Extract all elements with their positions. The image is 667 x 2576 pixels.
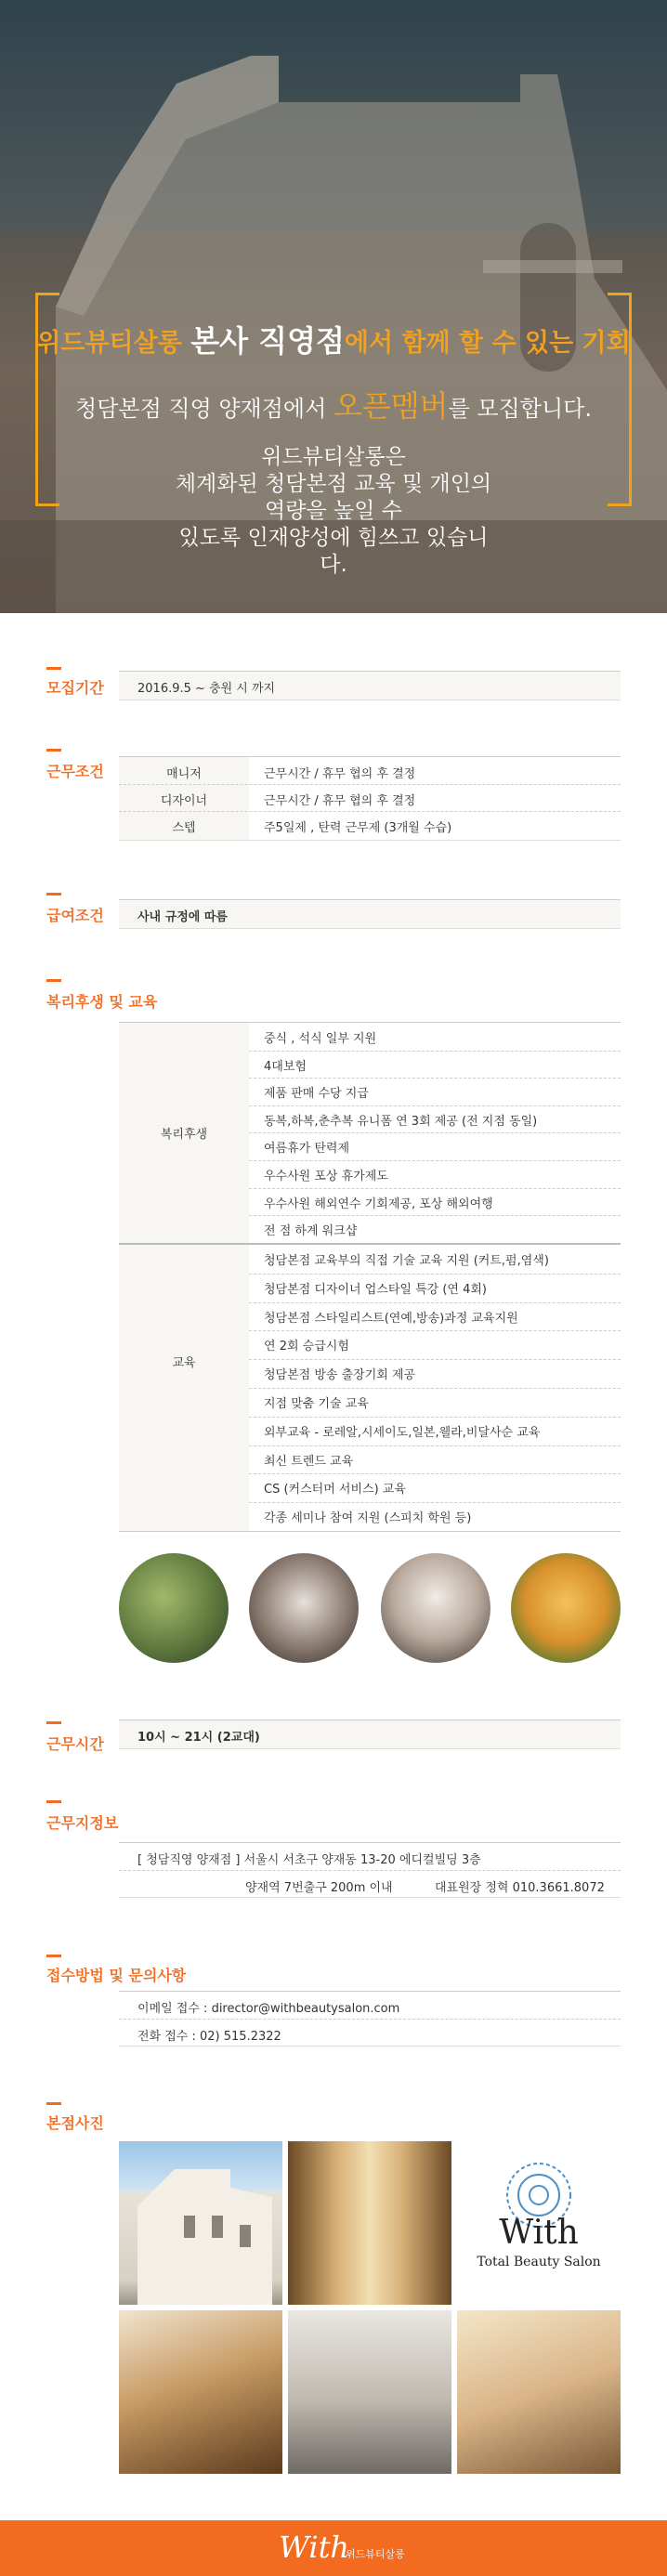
- section-title-recruit-period: 모집기간: [46, 679, 104, 697]
- hero-desc-line2: 체계화된 청담본점 교육 및 개인의 역량을 높일 수: [175, 472, 492, 523]
- list-item: 각종 세미나 참여 지원 (스피치 학원 등): [264, 1511, 472, 1526]
- section-title-benefits: 복리후생 및 교육: [46, 993, 158, 1011]
- hero-subtitle-highlight: 오픈멤버: [333, 388, 449, 424]
- section-marker: [46, 1721, 61, 1724]
- hero-banner: [0, 0, 667, 613]
- conditions-bottom-line: [119, 840, 621, 841]
- hours-value: 10시 ~ 21시 (2교대): [137, 1731, 260, 1745]
- location-address: [ 청담직영 양재점 ] 서울시 서초구 양재동 13-20 에디컬빌딩 3층: [137, 1853, 481, 1867]
- section-title-conditions: 근무조건: [46, 763, 104, 780]
- section-title-hours: 근무시간: [46, 1735, 104, 1753]
- condition-role-manager: 매니저: [166, 767, 202, 781]
- row-divider: [249, 1330, 621, 1331]
- list-item: 전 점 하계 워크샵: [264, 1224, 358, 1239]
- list-item: 우수사원 포상 휴가제도: [264, 1170, 388, 1183]
- section-marker: [46, 979, 61, 982]
- contact-top-line: [119, 1991, 621, 1992]
- photo-styling-class: [381, 1553, 490, 1663]
- row-divider: [249, 1132, 621, 1133]
- photo-hair-education: [249, 1553, 359, 1663]
- logo-subtitle: Total Beauty Salon: [477, 2255, 601, 2269]
- list-item: 청담본점 교육부의 직접 기술 교육 지원 (커트,펌,염색): [264, 1254, 549, 1268]
- hero-desc-line3: 있도록 인재양성에 힘쓰고 있습니다.: [178, 526, 489, 577]
- footer-logo-small: 위드뷰티살롱: [346, 2548, 405, 2560]
- hero-desc-line1: 위드뷰티살롱은: [261, 445, 406, 469]
- row-divider: [249, 1417, 621, 1418]
- logo-word: With: [499, 2214, 579, 2252]
- list-item: 최신 트렌드 교육: [264, 1454, 354, 1469]
- location-director-contact: 대표원장 정혁 010.3661.8072: [435, 1881, 605, 1895]
- location-bottom-line: [119, 1897, 621, 1898]
- section-title-salary: 급여조건: [46, 907, 104, 924]
- condition-role-designer: 디자이너: [160, 794, 208, 808]
- row-divider: [249, 1302, 621, 1303]
- list-item: 우수사원 해외연수 기회제공, 포상 해외여행: [264, 1196, 493, 1211]
- row-divider: [249, 1078, 621, 1079]
- salon-logo-tile: [457, 2141, 621, 2305]
- benefits-bottom-line: [119, 1531, 621, 1532]
- list-item: 청담본점 방송 출장기회 제공: [264, 1368, 416, 1383]
- condition-value-designer: 근무시간 / 휴무 협의 후 결정: [264, 794, 416, 808]
- list-item: 중식 , 석식 일부 지원: [264, 1032, 377, 1046]
- row-divider: [249, 1051, 621, 1052]
- row-divider: [249, 1473, 621, 1474]
- list-item: 외부교육 - 로레알,시세이도,일본,웰라,비달사순 교육: [264, 1425, 541, 1440]
- list-item: 청담본점 스타일리스트(연예,방송)과정 교육지원: [264, 1311, 518, 1326]
- salon-building-shape: [119, 2141, 282, 2305]
- list-item: 지점 맞춤 기술 교육: [264, 1397, 369, 1411]
- contact-email[interactable]: 이메일 접수 : director@withbeautysalon.com: [137, 2002, 400, 2016]
- row-divider: [249, 1274, 621, 1275]
- list-item: 동복,하복,춘추복 유니폼 연 3회 제공 (전 지점 동일): [264, 1114, 538, 1129]
- section-marker: [46, 893, 61, 896]
- condition-role-staff: 스텝: [172, 821, 196, 835]
- list-item: CS (커스터머 서비스) 교육: [264, 1483, 406, 1497]
- condition-value-staff: 주5일제 , 탄력 근무제 (3개월 수습): [264, 821, 452, 835]
- list-item: 4대보험: [264, 1059, 307, 1074]
- photo-salon-wash-area: [288, 2310, 451, 2474]
- section-title-photos: 본점사진: [46, 2114, 104, 2132]
- hero-description: [167, 444, 500, 579]
- location-top-line: [119, 1842, 621, 1843]
- photo-workshop-outdoor: [119, 1553, 229, 1663]
- section-title-contact: 접수방법 및 문의사항: [46, 1967, 187, 1984]
- row-divider: [119, 1870, 621, 1871]
- row-divider: [119, 811, 621, 812]
- list-item: 청담본점 디자이너 업스타일 특강 (연 4회): [264, 1282, 488, 1297]
- recruit-period-value: 2016.9.5 ~ 충원 시 까지: [137, 682, 276, 696]
- section-marker: [46, 1800, 61, 1803]
- hero-title-highlight: 본사 직영점: [190, 323, 345, 359]
- salary-value: 사내 규정에 따름: [137, 910, 228, 924]
- row-divider: [249, 1188, 621, 1189]
- photo-salon-hallway: [288, 2141, 451, 2305]
- welfare-label: 복리후생: [160, 1128, 208, 1142]
- section-marker: [46, 1955, 61, 1957]
- row-divider: [249, 1502, 621, 1503]
- list-item: 제품 판매 수당 지급: [264, 1087, 369, 1102]
- row-divider: [249, 1388, 621, 1389]
- hero-subtitle: [0, 390, 667, 425]
- photo-salon-exterior: [119, 2141, 282, 2305]
- section-title-location: 근무지정보: [46, 1814, 119, 1832]
- row-divider: [249, 1105, 621, 1106]
- list-item: 여름휴가 탄력제: [264, 1142, 350, 1157]
- row-divider: [249, 1215, 621, 1216]
- hero-subtitle-part3: 를 모집합니다.: [448, 396, 592, 422]
- footer-logo: With: [279, 2530, 350, 2565]
- row-divider: [119, 2019, 621, 2020]
- row-divider: [249, 1359, 621, 1360]
- row-divider: [249, 1445, 621, 1446]
- condition-value-manager: 근무시간 / 휴무 협의 후 결정: [264, 767, 416, 781]
- hero-subtitle-part1: 청담본점 직영 양재점에서: [75, 396, 327, 422]
- section-marker: [46, 749, 61, 752]
- education-label-cell: [119, 1245, 249, 1531]
- photo-model: [511, 1553, 621, 1663]
- hero-title-brand: 위드뷰티살롱: [36, 329, 182, 358]
- row-divider: [249, 1160, 621, 1161]
- section-marker: [46, 2102, 61, 2105]
- contact-phone[interactable]: 전화 접수 : 02) 515.2322: [137, 2030, 281, 2044]
- hero-title-rest: 에서 함께 할 수 있는 기회: [344, 329, 631, 358]
- photo-salon-styling-floor: [119, 2310, 282, 2474]
- footer-bar: [0, 2520, 667, 2576]
- section-marker: [46, 667, 61, 670]
- hero-title: [0, 325, 667, 360]
- photo-salon-spa-room: [457, 2310, 621, 2474]
- list-item: 연 2회 승급시험: [264, 1340, 349, 1354]
- location-directions: 양재역 7번출구 200m 이내: [245, 1881, 393, 1895]
- education-label: 교육: [172, 1356, 196, 1370]
- row-divider: [119, 784, 621, 785]
